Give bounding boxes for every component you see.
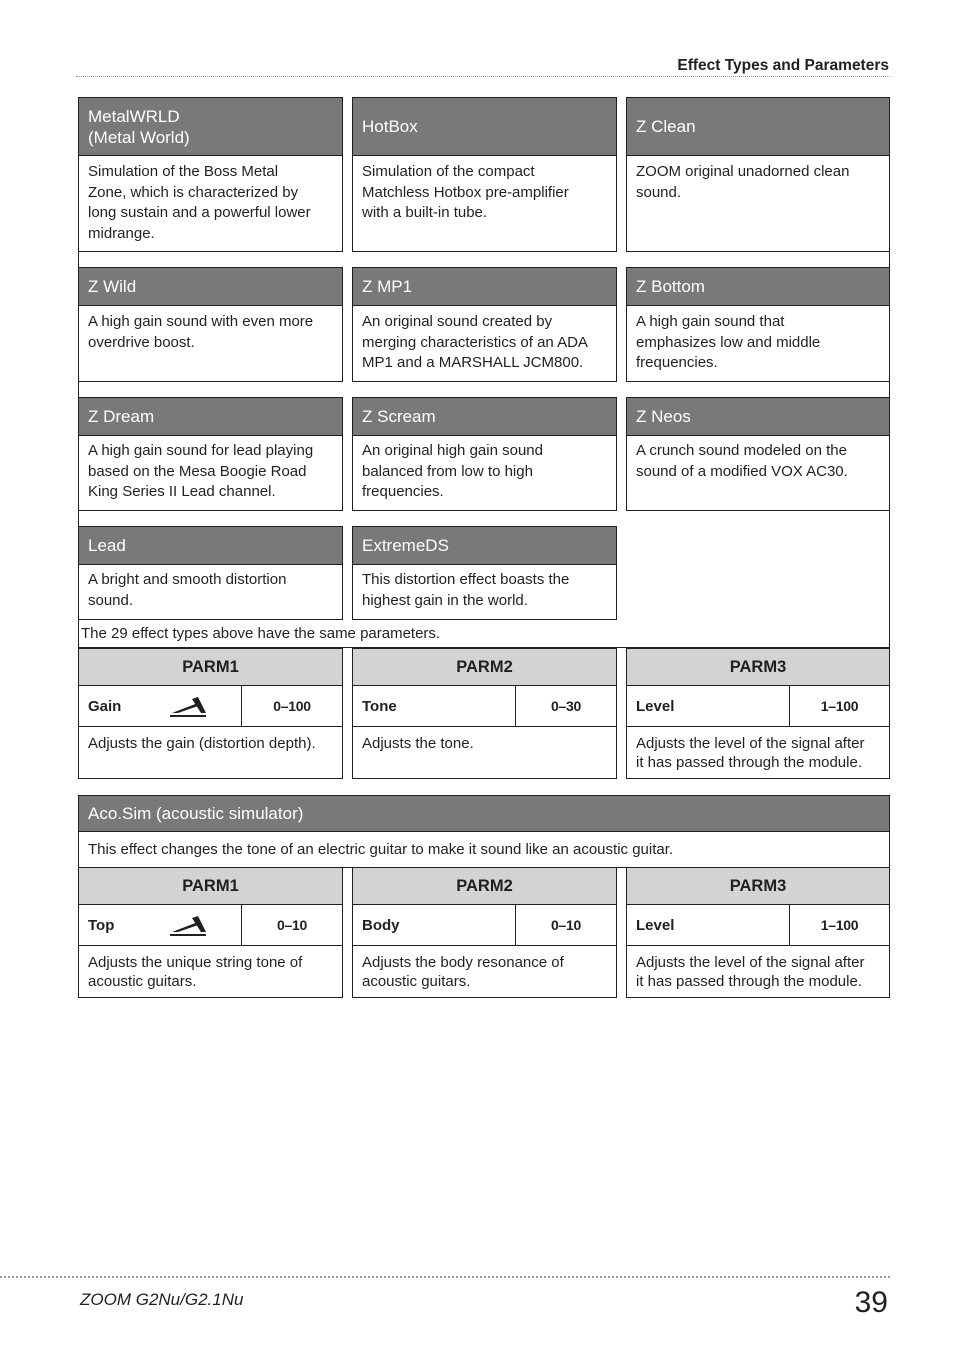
- effect-card-extremeds: [352, 526, 617, 620]
- effect-description: A crunch sound modeled on the sound of a modified VOX AC30.: [636, 442, 848, 480]
- param-name: Tone: [362, 697, 397, 715]
- effect-description: A high gain sound with even more overdrive boost.: [88, 313, 314, 351]
- param-title: PARM1: [79, 868, 342, 905]
- effect-description: An original high gain sound balanced from low to high frequencies.: [362, 442, 543, 501]
- param-title: PARM2: [353, 868, 616, 905]
- shared-parameters-note: The 29 effect types above have the same parameters.: [81, 625, 441, 642]
- param-title: PARM3: [627, 868, 889, 905]
- effect-card-z-neos: [626, 397, 890, 511]
- effect-description: A bright and smooth distortion sound.: [88, 571, 287, 609]
- effect-card-z-clean: [626, 97, 890, 252]
- effect-name: HotBox: [353, 98, 616, 156]
- effect-card-metalwrld: [78, 97, 343, 252]
- param-title: PARM1: [79, 649, 342, 686]
- effect-card-hotbox: [352, 97, 617, 252]
- param-name: Top: [88, 916, 115, 934]
- param-card-parm3: [626, 648, 890, 779]
- param-range: 0–100: [273, 698, 311, 714]
- effect-description: A high gain sound that emphasizes low and middle frequencies.: [636, 313, 821, 372]
- param-description: Adjusts the level of the signal after it has passed through the module.: [636, 735, 865, 771]
- param-name-cell: [627, 905, 790, 945]
- param-range: 1–100: [820, 698, 859, 714]
- param-description: Adjusts the level of the signal after it has passed through the module.: [636, 954, 865, 990]
- param-name: Level: [636, 916, 675, 934]
- effect-name: Z Wild: [79, 268, 342, 306]
- effect-card-z-wild: [78, 267, 343, 382]
- param-card-parm1: [78, 648, 343, 779]
- param-name: Gain: [88, 697, 122, 715]
- effect-name: Z Dream: [79, 398, 342, 436]
- aco-sim-title: Aco.Sim (acoustic simulator): [78, 795, 890, 832]
- param-row: [627, 905, 889, 946]
- param-name-cell: [353, 686, 516, 726]
- effect-card-z-scream: [352, 397, 617, 511]
- effect-description: An original sound created by merging characteristics of an ADA MP1 and a MARSHALL JCM800.: [362, 313, 588, 372]
- param-name-cell: [79, 686, 242, 726]
- effect-name: Z Neos: [627, 398, 889, 436]
- effect-name: Z Bottom: [627, 268, 889, 306]
- param-card-parm2: [352, 648, 617, 779]
- param-row: [79, 905, 342, 946]
- param-title: PARM3: [627, 649, 889, 686]
- effect-card-lead: [78, 526, 343, 620]
- aco-param-card-parm2: [352, 867, 617, 998]
- param-range: 1–100: [820, 917, 859, 933]
- effect-description: ZOOM original unadorned clean sound.: [636, 163, 850, 201]
- param-range: 0–30: [551, 698, 581, 714]
- aco-sim-description: This effect changes the tone of an electric guitar to make it sound like an acoustic guitar.: [78, 831, 890, 868]
- page-number: 39: [854, 1286, 888, 1319]
- aco-param-card-parm3: [626, 867, 890, 998]
- footer-model-name: ZOOM G2Nu/G2.1Nu: [80, 1290, 244, 1309]
- section-title: Effect Types and Parameters: [677, 57, 889, 74]
- effect-card-z-dream: [78, 397, 343, 511]
- effect-description: Simulation of the Boss Metal Zone, which is characterized by long sustain and a powerful lower midrange.: [88, 163, 311, 243]
- effect-description: Simulation of the compact Matchless Hotbox pre-amplifier with a built-in tube.: [362, 163, 569, 222]
- param-row: [353, 905, 616, 946]
- effect-name: MetalWRLD (Metal World): [79, 98, 342, 156]
- param-name-cell: [353, 905, 516, 945]
- effect-name: Z MP1: [353, 268, 616, 306]
- param-row: [79, 686, 342, 727]
- param-name-cell: [79, 905, 242, 945]
- header-divider: [76, 76, 890, 77]
- footer-divider: [0, 1276, 890, 1278]
- param-row: [627, 686, 889, 727]
- param-range: 0–10: [277, 917, 307, 933]
- effect-name: Lead: [79, 527, 342, 565]
- param-name: Body: [362, 916, 400, 934]
- effect-description: This distortion effect boasts the highest gain in the world.: [362, 571, 570, 609]
- param-row: [353, 686, 616, 727]
- param-range: 0–10: [551, 917, 581, 933]
- effect-name: Z Clean: [627, 98, 889, 156]
- param-name-cell: [627, 686, 790, 726]
- effect-description: A high gain sound for lead playing based on the Mesa Boogie Road King Series II Lead channel.: [88, 442, 314, 501]
- param-description: Adjusts the unique string tone of acoustic guitars.: [88, 954, 303, 990]
- aco-param-card-parm1: [78, 867, 343, 998]
- param-name: Level: [636, 697, 675, 715]
- effect-name: Z Scream: [353, 398, 616, 436]
- effect-card-z-bottom: [626, 267, 890, 382]
- expression-pedal-icon: [168, 915, 208, 937]
- param-description: Adjusts the tone.: [362, 735, 474, 752]
- param-description: Adjusts the gain (distortion depth).: [88, 735, 316, 752]
- effect-card-z-mp1: [352, 267, 617, 382]
- effect-name: ExtremeDS: [353, 527, 616, 565]
- expression-pedal-icon: [168, 696, 208, 718]
- param-title: PARM2: [353, 649, 616, 686]
- param-description: Adjusts the body resonance of acoustic guitars.: [362, 954, 564, 990]
